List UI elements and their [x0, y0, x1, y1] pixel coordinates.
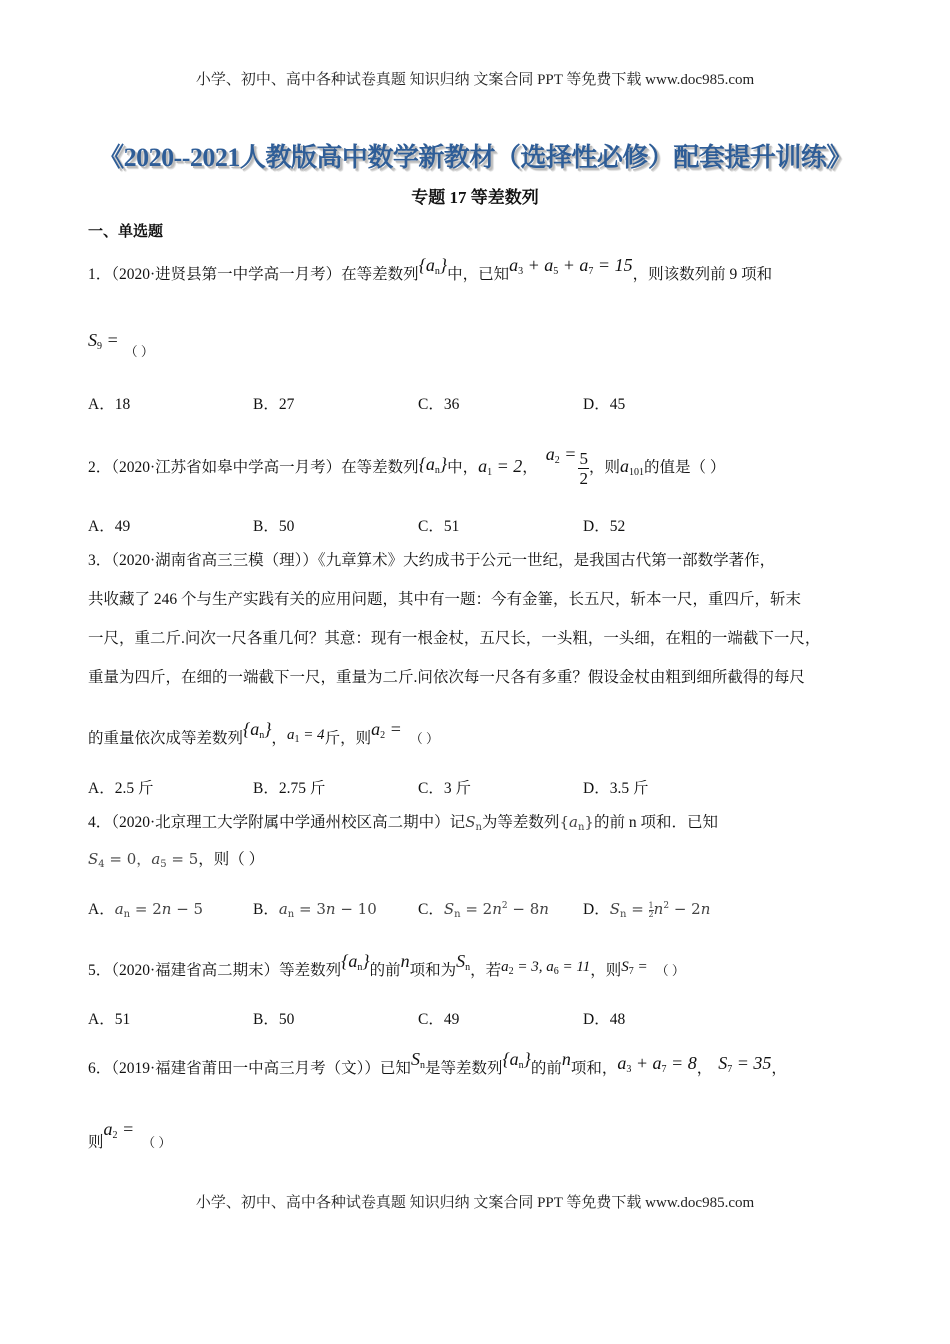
- question-3-line4: 重量为四斤，在细的一端截下一尺，重量为二斤.问依次每一尺各有多重？假设金杖由粗到细所截得的每尺: [88, 669, 805, 686]
- variable-n: n: [561, 1049, 571, 1069]
- question-source: （2020·北京理工大学附属中学通州校区高二期中）记: [111, 814, 466, 831]
- question-source: （2020·进贤县第一中学高一月考）在等差数列: [111, 266, 419, 283]
- option-b[interactable]: B．50: [253, 1011, 295, 1028]
- target-term: $S_7$ =: [621, 959, 648, 977]
- option-b[interactable]: B．$a_n = 3n - 10$: [253, 900, 377, 920]
- question-3-line3: 一尺，重二斤.问次一尺各重几何？其意：现有一根金杖，五尺长，一头粗，一头细，在粗的一端截下一尺，: [88, 630, 821, 647]
- option-a[interactable]: A．49: [88, 518, 131, 535]
- question-source: （2020·福建省高二期末）等差数列: [111, 962, 342, 979]
- question-number: 4．: [88, 814, 112, 831]
- question-source: （2020·江苏省如皋中学高一月考）在等差数列: [111, 459, 419, 477]
- sequence-notation: $\{a_n\}$: [243, 719, 272, 741]
- option-a[interactable]: A．18: [88, 396, 131, 413]
- question-3-line5: 的重量依次成等差数列$\{a_n\}$，$a_1 = 4$斤，则$a_2$ = （ ）: [88, 719, 439, 747]
- section-heading: 一、单选题: [88, 224, 164, 240]
- page-header-watermark: 小学、初中、高中各种试卷真题 知识归纳 文案合同 PPT 等免费下载 www.doc985.com: [195, 72, 755, 88]
- sum-expr: $S_9$ =: [88, 330, 119, 352]
- condition-a1: $a_1 = 4$: [286, 727, 325, 745]
- answer-blank: （ ）: [142, 1135, 172, 1150]
- option-c[interactable]: C．36: [418, 396, 460, 413]
- question-number: 6．: [88, 1060, 112, 1077]
- question-2: 2．（2020·江苏省如皋中学高一月考）在等差数列$\{a_n\}$中，$a_1 = 2$，$a_2$ = $\frac{5}{2}$ ，则$a_{101}$的值是（ ）: [88, 444, 726, 488]
- document-title: 《2020--2021人教版高中数学新教材（选择性必修）配套提升训练》: [98, 143, 852, 172]
- document-subtitle: 专题 17 等差数列: [411, 188, 539, 207]
- question-4-line2: $S_4 = 0$，$a_5 = 5$，则（ ）: [88, 850, 265, 870]
- option-d[interactable]: D．48: [583, 1011, 626, 1028]
- condition-s7: $S_7 = 35$: [718, 1053, 772, 1075]
- question-source: （2019·福建省莆田一中高三月考（文））已知: [111, 1060, 411, 1077]
- sum-symbol: $S_n$: [456, 951, 471, 973]
- fraction-five-halves: $\frac{5}{2}$: [579, 449, 588, 488]
- answer-blank: （ ）: [655, 963, 685, 978]
- answer-blank: （ ）: [409, 731, 439, 746]
- condition-expr: $a_3 + a_5 + a_7 = 15$: [509, 255, 633, 277]
- sequence-notation: $\{a_n\}$: [502, 1049, 531, 1071]
- sequence-notation: $\{a_n\}$: [418, 454, 448, 477]
- question-3-line2: 共收藏了 246 个与生产实践有关的应用问题，其中有一题：今有金箠，长五尺，斩本一尺，重四斤，斩末: [88, 591, 802, 608]
- question-3-line1: 3．（2020·湖南省高三三模（理））《九章算术》大约成书于公元一世纪，是我国古代第一部数学著作，: [88, 552, 776, 569]
- target-term: $a_2$ =: [371, 719, 402, 741]
- question-number: 5．: [88, 962, 112, 979]
- option-c[interactable]: C．49: [418, 1011, 460, 1028]
- target-term: $a_2$ =: [103, 1119, 135, 1141]
- option-b[interactable]: B．27: [253, 396, 295, 413]
- option-b[interactable]: B．2.75 斤: [253, 780, 326, 797]
- option-d[interactable]: D．45: [583, 396, 626, 413]
- option-d[interactable]: D．52: [583, 518, 626, 535]
- question-4: 4．（2020·北京理工大学附属中学通州校区高二期中）记$S_n$为等差数列$\{a_n\}$的前 n 项和．已知: [88, 813, 718, 833]
- target-term: $a_{101}$: [619, 456, 644, 479]
- sum-symbol: $S_n$: [465, 813, 482, 833]
- question-1-line2: [88, 330, 154, 359]
- question-number: 1．: [88, 266, 112, 283]
- option-c[interactable]: C．$S_n = 2n^2 - 8n$: [418, 900, 549, 920]
- answer-blank: （ ）: [124, 344, 154, 359]
- question-6: 6．（2019·福建省莆田一中高三月考（文））已知$S_n$是等差数列$\{a_n\}$的前n项和，$a_3 + a_7 = 8$， $S_7 = 35$，: [88, 1049, 787, 1077]
- given-conditions: $S_4 = 0$，$a_5 = 5$: [88, 850, 199, 870]
- option-a[interactable]: A．2.5 斤: [88, 780, 154, 797]
- option-d[interactable]: D．3.5 斤: [583, 780, 649, 797]
- condition-sum-terms: $a_3 + a_7 = 8$: [617, 1053, 697, 1075]
- condition-a1: $a_1 = 2$: [478, 456, 523, 479]
- condition-expr: $a_2 = 3$, $a_6 = 11$: [501, 959, 591, 977]
- question-1: 1．（2020·进贤县第一中学高一月考）在等差数列$\{a_n\}$中，已知$a_3 + a_5 + a_7 = 15$，则该数列前 9 项和: [88, 255, 773, 283]
- variable-n: n: [400, 951, 410, 971]
- option-d[interactable]: D．$S_n$ = $\frac{1}{2}$ $n^2 - 2n$: [583, 900, 711, 920]
- option-c[interactable]: C．3 斤: [418, 780, 471, 797]
- sequence-notation: $\{a_n\}$: [418, 255, 448, 277]
- question-6-line2: 则$a_2$ =（ ）: [88, 1119, 172, 1151]
- option-b[interactable]: B．50: [253, 518, 295, 535]
- condition-a2-lhs: $a_2$ =: [545, 444, 577, 467]
- sum-symbol: $S_n$: [410, 1049, 425, 1071]
- page-footer-watermark: 小学、初中、高中各种试卷真题 知识归纳 文案合同 PPT 等免费下载 www.doc985.com: [195, 1195, 755, 1211]
- option-c[interactable]: C．51: [418, 518, 460, 535]
- question-number: 2．: [88, 459, 112, 477]
- option-a[interactable]: A．$a_n = 2n - 5$: [88, 900, 204, 920]
- sequence-notation: $\{a_n\}$: [559, 813, 594, 833]
- question-5: 5．（2020·福建省高二期末）等差数列$\{a_n\}$的前n项和为$S_n$，若$a_2 = 3$, $a_6 = 11$，则$S_7$ = （ ）: [88, 951, 685, 979]
- option-a[interactable]: A．51: [88, 1011, 131, 1028]
- sequence-notation: $\{a_n\}$: [341, 951, 370, 973]
